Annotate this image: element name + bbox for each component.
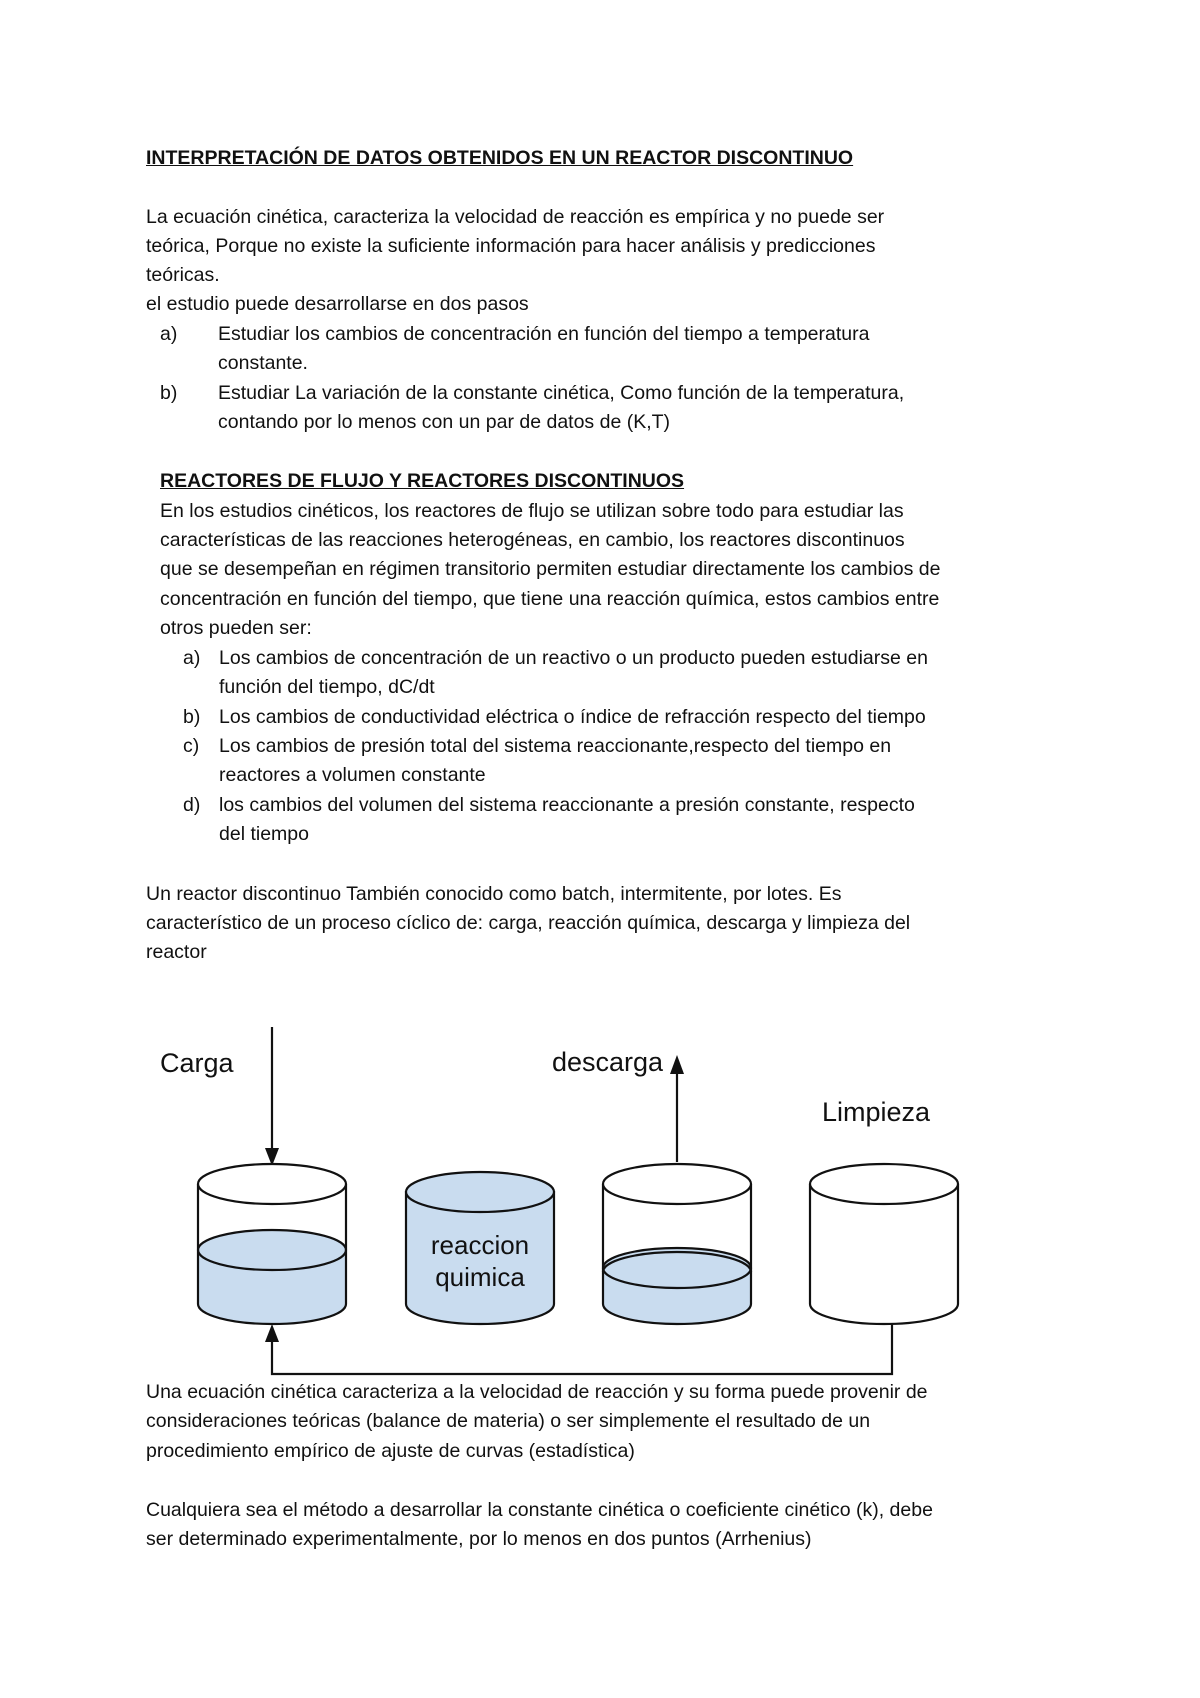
label-limpieza: Limpieza	[822, 1097, 931, 1127]
list-item-line: reactores a volumen constante	[219, 764, 486, 786]
list-marker: c)	[183, 735, 200, 757]
page-title: INTERPRETACIÓN DE DATOS OBTENIDOS EN UN REACTOR DISCONTINUO	[146, 147, 854, 169]
step-line: contando por lo menos con un par de datos de (K,T)	[218, 411, 671, 433]
closing-line: Cualquiera sea el método a desarrollar la constante cinética o coeficiente cinético (k), debe	[146, 1499, 933, 1521]
section-heading: REACTORES DE FLUJO Y REACTORES DISCONTINUOS	[160, 470, 685, 492]
list-item-line: los cambios del volumen del sistema reaccionante a presión constante, respecto	[219, 794, 915, 816]
carga-arrow	[265, 1027, 279, 1166]
intro-line: el estudio puede desarrollarse en dos pasos	[146, 293, 529, 315]
list-item-line: función del tiempo, dC/dt	[219, 676, 435, 698]
label-descarga: descarga	[552, 1047, 664, 1077]
step-marker: b)	[160, 382, 178, 404]
return-arrow	[265, 1324, 892, 1374]
list-item-line: del tiempo	[219, 823, 309, 845]
list-item-line: Los cambios de concentración de un reactivo o un producto pueden estudiarse en	[219, 647, 928, 669]
tank-carga	[198, 1164, 346, 1324]
reaction-label-1: reaccion	[430, 1230, 530, 1260]
step-marker: a)	[160, 323, 178, 345]
reaction-label-2: quimica	[435, 1262, 525, 1292]
list-item-line: Los cambios de presión total del sistema reaccionante,respecto del tiempo en	[219, 735, 892, 757]
closing-line: Una ecuación cinética caracteriza a la velocidad de reacción y su forma puede provenir de	[146, 1381, 928, 1403]
section-paragraph-line: En los estudios cinéticos, los reactores de flujo se utilizan sobre todo para estudiar las	[160, 500, 904, 522]
step-line: Estudiar los cambios de concentración en función del tiempo a temperatura	[218, 323, 870, 345]
batch-line: reactor	[146, 941, 207, 963]
section-paragraph-line: otros pueden ser:	[160, 617, 312, 639]
tank-reaccion	[406, 1172, 554, 1324]
intro-line: La ecuación cinética, caracteriza la velocidad de reacción es empírica y no puede ser	[146, 206, 885, 228]
batch-line: Un reactor discontinuo También conocido como batch, intermitente, por lotes. Es	[146, 883, 842, 905]
intro-line: teórica, Porque no existe la suficiente información para hacer análisis y predicciones	[146, 235, 876, 257]
tank-descarga	[603, 1164, 751, 1324]
list-marker: b)	[183, 706, 201, 728]
list-marker: d)	[183, 794, 201, 816]
section-paragraph-line: concentración en función del tiempo, que tiene una reacción química, estos cambios entre	[160, 588, 940, 610]
step-line: constante.	[218, 352, 308, 374]
batch-line: característico de un proceso cíclico de: carga, reacción química, descarga y limpieza del	[146, 912, 911, 934]
closing-line: ser determinado experimentalmente, por lo menos en dos puntos (Arrhenius)	[146, 1528, 812, 1550]
intro-line: teóricas.	[146, 264, 220, 286]
tank-liquid-surface	[198, 1230, 346, 1270]
section-paragraph-line: que se desempeñan en régimen transitorio permiten estudiar directamente los cambios de	[160, 558, 941, 580]
descarga-arrow	[670, 1055, 684, 1162]
closing-line: procedimiento empírico de ajuste de curvas (estadística)	[146, 1440, 635, 1462]
tank-limpieza	[810, 1164, 958, 1324]
list-item-line: Los cambios de conductividad eléctrica o índice de refracción respecto del tiempo	[219, 706, 926, 728]
list-marker: a)	[183, 647, 201, 669]
section-paragraph-line: características de las reacciones heterogéneas, en cambio, los reactores discontinuos	[160, 529, 905, 551]
label-carga: Carga	[160, 1048, 234, 1078]
closing-line: consideraciones teóricas (balance de materia) o ser simplemente el resultado de un	[146, 1410, 871, 1432]
step-line: Estudiar La variación de la constante cinética, Como función de la temperatura,	[218, 382, 905, 404]
